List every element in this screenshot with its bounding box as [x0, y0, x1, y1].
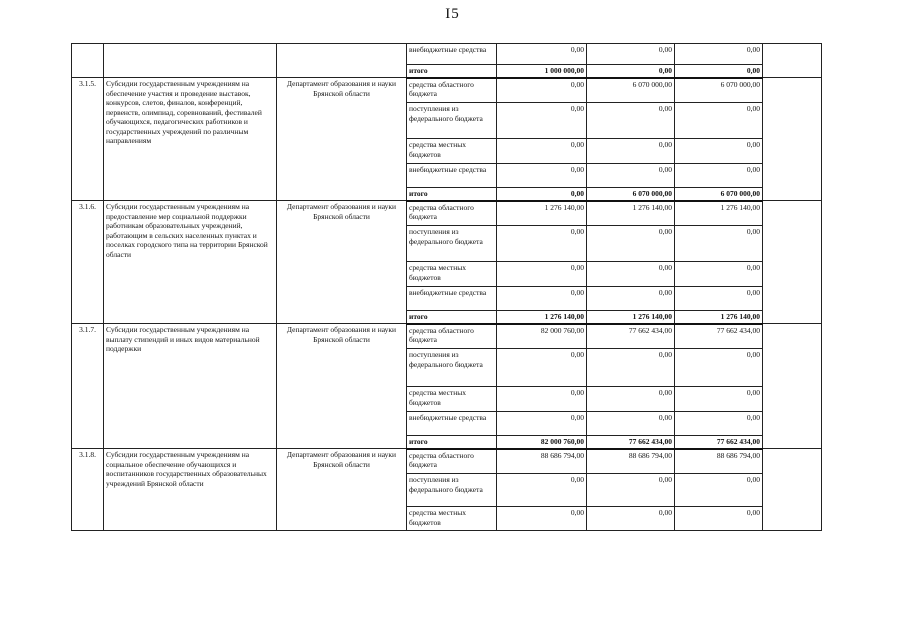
- funding-source: внебюджетные средства: [407, 164, 497, 188]
- department-cell: [277, 44, 407, 78]
- amount-col-3: 0,00: [675, 103, 763, 139]
- amount-col-2: 0,00: [587, 226, 675, 262]
- amount-col-1: 88 686 794,00: [497, 449, 587, 474]
- table-row: [72, 324, 822, 349]
- department: Департамент образования и науки Брянской области: [277, 78, 407, 201]
- amount-col-1: 0,00: [497, 103, 587, 139]
- empty-cell: [763, 78, 822, 201]
- amount-col-3: 0,00: [675, 412, 763, 436]
- amount-col-1: 1 276 140,00: [497, 201, 587, 226]
- funding-source: поступления из федерального бюджета: [407, 349, 497, 387]
- item-name-cell: [104, 44, 277, 78]
- funding-source: средства областного бюджета: [407, 201, 497, 226]
- amount-col-3: 0,00: [675, 226, 763, 262]
- amount-col-2: 6 070 000,00: [587, 188, 675, 201]
- amount-col-3: 77 662 434,00: [675, 324, 763, 349]
- amount-col-1: 0,00: [497, 262, 587, 287]
- funding-source: итого: [407, 65, 497, 78]
- amount-col-3: 88 686 794,00: [675, 449, 763, 474]
- amount-col-3: 0,00: [675, 262, 763, 287]
- amount-col-3: 0,00: [675, 349, 763, 387]
- amount-col-3: 0,00: [675, 387, 763, 412]
- amount-col-1: 0,00: [497, 164, 587, 188]
- amount-col-2: 1 276 140,00: [587, 311, 675, 324]
- amount-col-2: 6 070 000,00: [587, 78, 675, 103]
- department: Департамент образования и науки Брянской области: [277, 324, 407, 449]
- table-row: [72, 201, 822, 226]
- amount-col-1: 0,00: [497, 412, 587, 436]
- amount-col-1: 0,00: [497, 287, 587, 311]
- amount-col-1: 0,00: [497, 188, 587, 201]
- amount-col-1: 1 276 140,00: [497, 311, 587, 324]
- amount-col-2: 0,00: [587, 65, 675, 78]
- funding-source: поступления из федерального бюджета: [407, 103, 497, 139]
- empty-cell: [763, 201, 822, 324]
- item-name: Субсидии государственным учреждениям на обеспечение участия и проведение выставок, конкурсов, слетов, финалов, конференций, первенств, олимпиад, соревнований, фестивалей обучающихся, педагогических работников и государственных учреждений по различным направлениям: [104, 78, 277, 201]
- funding-source: средства областного бюджета: [407, 78, 497, 103]
- amount-col-2: 0,00: [587, 387, 675, 412]
- funding-source: средства местных бюджетов: [407, 507, 497, 531]
- funding-source: средства местных бюджетов: [407, 262, 497, 287]
- funding-source: средства областного бюджета: [407, 449, 497, 474]
- amount-col-2: 88 686 794,00: [587, 449, 675, 474]
- amount-col-3: 0,00: [675, 65, 763, 78]
- item-number: 3.1.6.: [72, 201, 104, 324]
- item-number-cell: [72, 44, 104, 78]
- page-number: I5: [445, 6, 460, 22]
- amount-col-1: 82 000 760,00: [497, 436, 587, 449]
- amount-col-2: 0,00: [587, 103, 675, 139]
- table-row: [72, 44, 822, 65]
- funding-source: поступления из федерального бюджета: [407, 474, 497, 507]
- funding-source: итого: [407, 436, 497, 449]
- amount-col-2: 0,00: [587, 287, 675, 311]
- amount-col-2: 0,00: [587, 474, 675, 507]
- amount-col-2: 77 662 434,00: [587, 324, 675, 349]
- table-row: [72, 449, 822, 474]
- item-number: 3.1.5.: [72, 78, 104, 201]
- amount-col-2: 0,00: [587, 507, 675, 531]
- department: Департамент образования и науки Брянской области: [277, 449, 407, 531]
- funding-source: внебюджетные средства: [407, 287, 497, 311]
- funding-source: итого: [407, 311, 497, 324]
- funding-source: средства областного бюджета: [407, 324, 497, 349]
- budget-table: [71, 43, 822, 531]
- amount-col-1: 0,00: [497, 474, 587, 507]
- item-number: 3.1.8.: [72, 449, 104, 531]
- amount-col-1: 0,00: [497, 387, 587, 412]
- funding-source: средства местных бюджетов: [407, 387, 497, 412]
- item-name: Субсидии государственным учреждениям на выплату стипендий и иных видов материальной поддержки: [104, 324, 277, 449]
- amount-col-3: 1 276 140,00: [675, 311, 763, 324]
- item-number: 3.1.7.: [72, 324, 104, 449]
- empty-cell: [763, 449, 822, 531]
- amount-col-1: 0,00: [497, 78, 587, 103]
- item-name: Субсидии государственным учреждениям на социальное обеспечение обучающихся и воспитанников государственных образовательных учреждений Брянской области: [104, 449, 277, 531]
- item-name: Субсидии государственным учреждениям на предоставление мер социальной поддержки работникам образовательных учреждений, работающим в сельских населенных пунктах и поселках городского типа на территории Брянской области: [104, 201, 277, 324]
- amount-col-2: 0,00: [587, 139, 675, 164]
- empty-cell: [763, 44, 822, 78]
- funding-source: средства местных бюджетов: [407, 139, 497, 164]
- empty-cell: [763, 324, 822, 449]
- amount-col-3: 0,00: [675, 507, 763, 531]
- amount-col-2: 0,00: [587, 44, 675, 65]
- amount-col-3: 1 276 140,00: [675, 201, 763, 226]
- amount-col-1: 82 000 760,00: [497, 324, 587, 349]
- amount-col-2: 0,00: [587, 349, 675, 387]
- amount-col-3: 6 070 000,00: [675, 78, 763, 103]
- amount-col-1: 0,00: [497, 507, 587, 531]
- amount-col-3: 6 070 000,00: [675, 188, 763, 201]
- amount-col-3: 77 662 434,00: [675, 436, 763, 449]
- funding-source: внебюджетные средства: [407, 44, 497, 65]
- amount-col-3: 0,00: [675, 139, 763, 164]
- amount-col-2: 0,00: [587, 262, 675, 287]
- department: Департамент образования и науки Брянской области: [277, 201, 407, 324]
- amount-col-2: 1 276 140,00: [587, 201, 675, 226]
- amount-col-1: 0,00: [497, 139, 587, 164]
- amount-col-2: 0,00: [587, 164, 675, 188]
- amount-col-2: 0,00: [587, 412, 675, 436]
- funding-source: поступления из федерального бюджета: [407, 226, 497, 262]
- amount-col-3: 0,00: [675, 287, 763, 311]
- funding-source: итого: [407, 188, 497, 201]
- amount-col-1: 0,00: [497, 349, 587, 387]
- amount-col-3: 0,00: [675, 474, 763, 507]
- amount-col-1: 0,00: [497, 226, 587, 262]
- table-row: [72, 78, 822, 103]
- amount-col-3: 0,00: [675, 164, 763, 188]
- amount-col-2: 77 662 434,00: [587, 436, 675, 449]
- funding-source: внебюджетные средства: [407, 412, 497, 436]
- amount-col-1: 1 000 000,00: [497, 65, 587, 78]
- amount-col-1: 0,00: [497, 44, 587, 65]
- amount-col-3: 0,00: [675, 44, 763, 65]
